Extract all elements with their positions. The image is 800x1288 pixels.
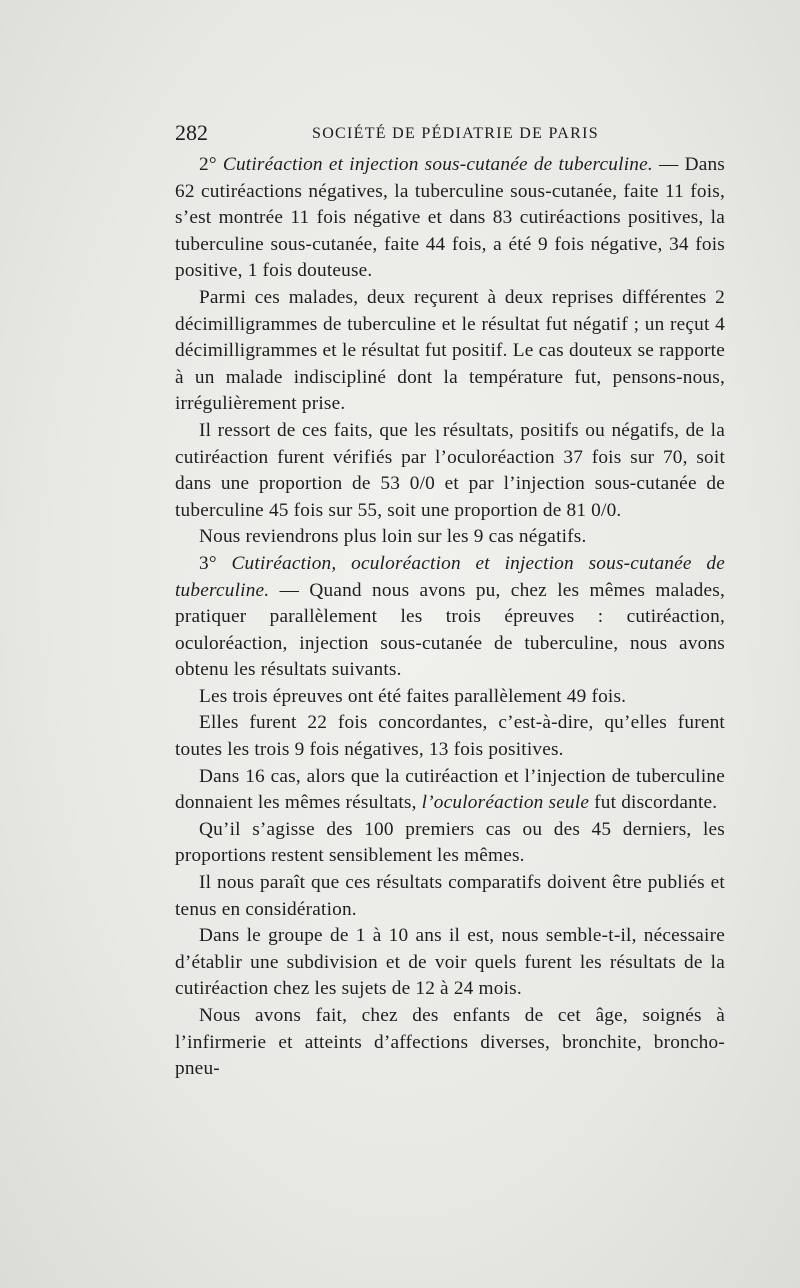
paragraph-text: Dans le groupe de 1 à 10 ans il est, nous semble-t-il, nécessaire d’établir une subdivision et de voir quels furent les résultats de la cutiréaction chez les sujets de 12 à 24 mois. [175,925,725,1000]
page-header [175,120,725,150]
paragraph-text: Nous avons fait, chez des enfants de cet âge, soignés à l’infirmerie et atteints d’affections diverses, bronchite, broncho-pneu- [175,1005,725,1080]
paragraph [175,684,725,711]
paragraph-text: Parmi ces malades, deux reçurent à deux reprises différentes 2 décimilligrammes de tuberculine et le résultat fut négatif ; un reçut 4 décimilligrammes et le résultat fut positif. Le cas douteux se rapporte à un malade indiscipliné dont la température fut, pensons-nous, irrégulièrement prise. [175,286,725,415]
paragraph [175,870,725,923]
italic-emphasis: l’oculoréaction seule [421,792,590,814]
paragraph-text: Les trois épreuves ont été faites parallèlement 49 fois. [199,685,627,707]
paragraph [175,418,725,524]
paragraph [175,710,725,763]
paragraph-text: Dans 16 cas, alors que la cutiréaction et l’injection de tuberculine donnaient les mêmes résultats, [175,765,725,814]
paragraph-section-2 [175,152,725,285]
paragraph-text: fut discordante. [589,792,718,814]
paragraph-text: Elles furent 22 fois concordantes, c’est-à-dire, qu’elles furent toutes les trois 9 fois négatives, 13 fois positives. [175,712,725,761]
section-heading: Cutiréaction, oculoréaction et injection sous-cutanée de tuberculine. [175,552,725,601]
running-title: SOCIÉTÉ DE PÉDIATRIE DE PARIS [312,125,599,142]
body-text [175,152,725,1083]
paragraph-text: Nous reviendrons plus loin sur les 9 cas négatifs. [199,526,587,548]
paragraph-text: Il ressort de ces faits, que les résultats, positifs ou négatifs, de la cutiréaction furent vérifiés par l’oculoréaction 37 fois sur 70, soit dans une proportion de 53 0/0 et par l’injection sous-cutanée de tuberculine 45 fois sur 55, soit une proportion de 81 0/0. [175,419,725,521]
paragraph [175,524,725,551]
section-number: 3° [199,552,217,574]
paragraph [175,1003,725,1083]
paragraph-section-3 [175,551,725,684]
paragraph [175,764,725,817]
paragraph [175,817,725,870]
paragraph-text: — Quand nous avons pu, chez les mêmes malades, pratiquer parallèlement les trois épreuves : cutiréaction, oculoréaction, injection sous-cutanée de tuberculine, nous avons obtenu les résultats suivants. [175,579,725,681]
paragraph-text: Qu’il s’agisse des 100 premiers cas ou des 45 derniers, les proportions restent sensiblement les mêmes. [175,818,725,867]
paragraph-text: Il nous paraît que ces résultats comparatifs doivent être publiés et tenus en considération. [175,872,725,920]
section-number: 2° [199,154,217,175]
paragraph-text: — Dans 62 cutiréactions négatives, la tuberculine sous-cutanée, faite 11 fois, s’est montrée 11 fois négative et dans 83 cutiréactions positives, la tuberculine sous-cutanée, faite 44 fois, a été 9 fois négative, 34 fois positive, 1 fois douteuse. [175,154,726,282]
paragraph [175,923,725,1003]
section-heading: Cutiréaction et injection sous-cutanée de tuberculine. [222,154,653,175]
paragraph [175,285,725,418]
page-number: 282 [175,120,208,145]
